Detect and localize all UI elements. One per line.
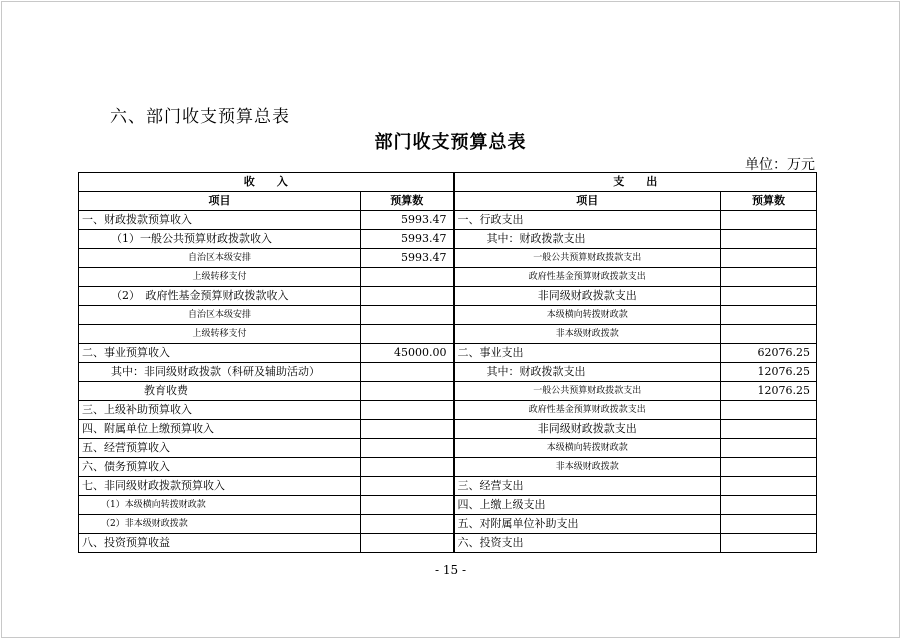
income-amount: [361, 287, 454, 306]
expense-amount: [721, 401, 817, 420]
income-item: 上级转移支付: [79, 325, 361, 344]
expense-amount: [721, 306, 817, 325]
table-row: [79, 268, 817, 287]
expense-item: 非本级财政拨款: [454, 458, 721, 477]
income-item: 自治区本级安排: [79, 306, 361, 325]
table-row: [79, 515, 817, 534]
unit-label: 单位：万元: [745, 157, 815, 173]
expense-item: 二、事业支出: [454, 344, 721, 363]
expense-amount: [721, 458, 817, 477]
income-amount: [361, 496, 454, 515]
income-amount: 45000.00: [361, 344, 454, 363]
table-row: [79, 496, 817, 515]
expense-item: 非本级财政拨款: [454, 325, 721, 344]
expense-amount: [721, 287, 817, 306]
expense-amount: [721, 325, 817, 344]
table-row: [79, 401, 817, 420]
expense-item-header: 项目: [454, 192, 721, 211]
income-item: （2） 政府性基金预算财政拨款收入: [79, 287, 361, 306]
expense-amount: [721, 477, 817, 496]
table-row: [79, 439, 817, 458]
income-item: 六、债务预算收入: [79, 458, 361, 477]
expense-item: 三、经营支出: [454, 477, 721, 496]
income-item: 教育收费: [79, 382, 361, 401]
table-title: 部门收支预算总表: [374, 132, 527, 153]
income-item: 二、事业预算收入: [79, 344, 361, 363]
income-item: 自治区本级安排: [79, 249, 361, 268]
expense-item: 五、对附属单位补助支出: [454, 515, 721, 534]
income-item: 七、非同级财政拨款预算收入: [79, 477, 361, 496]
table-row: [79, 420, 817, 439]
expense-amount: [721, 496, 817, 515]
expense-amount: [721, 439, 817, 458]
expense-item: 政府性基金预算财政拨款支出: [454, 401, 721, 420]
expense-amount: [721, 534, 817, 553]
expense-header: 支 出: [454, 173, 817, 192]
expense-amount: 12076.25: [721, 363, 817, 382]
income-amount: [361, 363, 454, 382]
income-amount: [361, 382, 454, 401]
table-row: [79, 211, 817, 230]
income-item: （1）一般公共预算财政拨款收入: [79, 230, 361, 249]
budget-table: [78, 172, 817, 553]
expense-item: 其中：财政拨款支出: [454, 230, 721, 249]
table-row: [79, 458, 817, 477]
income-amount: [361, 401, 454, 420]
income-item: 四、附属单位上缴预算收入: [79, 420, 361, 439]
expense-item: 一般公共预算财政拨款支出: [454, 382, 721, 401]
income-item-header: 项目: [79, 192, 361, 211]
income-amount: [361, 458, 454, 477]
income-amount: [361, 439, 454, 458]
expense-item: 本级横向转拨财政款: [454, 306, 721, 325]
income-amount: [361, 534, 454, 553]
table-row: [79, 382, 817, 401]
income-amount: [361, 306, 454, 325]
income-amount: [361, 515, 454, 534]
table-row: [79, 325, 817, 344]
table-header-columns: [79, 192, 817, 211]
expense-item: 一般公共预算财政拨款支出: [454, 249, 721, 268]
expense-amount: [721, 249, 817, 268]
expense-amount: [721, 211, 817, 230]
expense-amount: 62076.25: [721, 344, 817, 363]
table-row: [79, 230, 817, 249]
expense-item: 政府性基金预算财政拨款支出: [454, 268, 721, 287]
table-row: [79, 249, 817, 268]
expense-item: 一、行政支出: [454, 211, 721, 230]
table-row: [79, 344, 817, 363]
income-amount: 5993.47: [361, 230, 454, 249]
table-row: [79, 363, 817, 382]
income-item: （2）非本级财政拨款: [79, 515, 361, 534]
income-item: （1）本级横向转拨财政款: [79, 496, 361, 515]
income-amount: [361, 477, 454, 496]
expense-item: 六、投资支出: [454, 534, 721, 553]
expense-item: 其中：财政拨款支出: [454, 363, 721, 382]
table-header-group: [79, 173, 817, 192]
income-amount: [361, 268, 454, 287]
section-heading: 六、部门收支预算总表: [110, 107, 290, 127]
expense-item: 非同级财政拨款支出: [454, 287, 721, 306]
income-item: 上级转移支付: [79, 268, 361, 287]
income-item: 八、投资预算收益: [79, 534, 361, 553]
income-amount-header: 预算数: [361, 192, 454, 211]
table-row: [79, 306, 817, 325]
income-amount: 5993.47: [361, 249, 454, 268]
expense-amount: [721, 515, 817, 534]
table-row: [79, 287, 817, 306]
income-item: 五、经营预算收入: [79, 439, 361, 458]
income-amount: [361, 420, 454, 439]
expense-amount: [721, 230, 817, 249]
income-header: 收 入: [79, 173, 454, 192]
expense-item: 非同级财政拨款支出: [454, 420, 721, 439]
income-amount: 5993.47: [361, 211, 454, 230]
expense-amount: 12076.25: [721, 382, 817, 401]
expense-amount-header: 预算数: [721, 192, 817, 211]
income-item: 三、上级补助预算收入: [79, 401, 361, 420]
income-item: 一、财政拨款预算收入: [79, 211, 361, 230]
table-row: [79, 477, 817, 496]
expense-amount: [721, 420, 817, 439]
expense-item: 本级横向转拨财政款: [454, 439, 721, 458]
expense-amount: [721, 268, 817, 287]
income-item: 其中：非同级财政拨款（科研及辅助活动）: [79, 363, 361, 382]
table-row: [79, 534, 817, 553]
page-number: - 15 -: [434, 563, 466, 577]
expense-item: 四、上缴上级支出: [454, 496, 721, 515]
income-amount: [361, 325, 454, 344]
